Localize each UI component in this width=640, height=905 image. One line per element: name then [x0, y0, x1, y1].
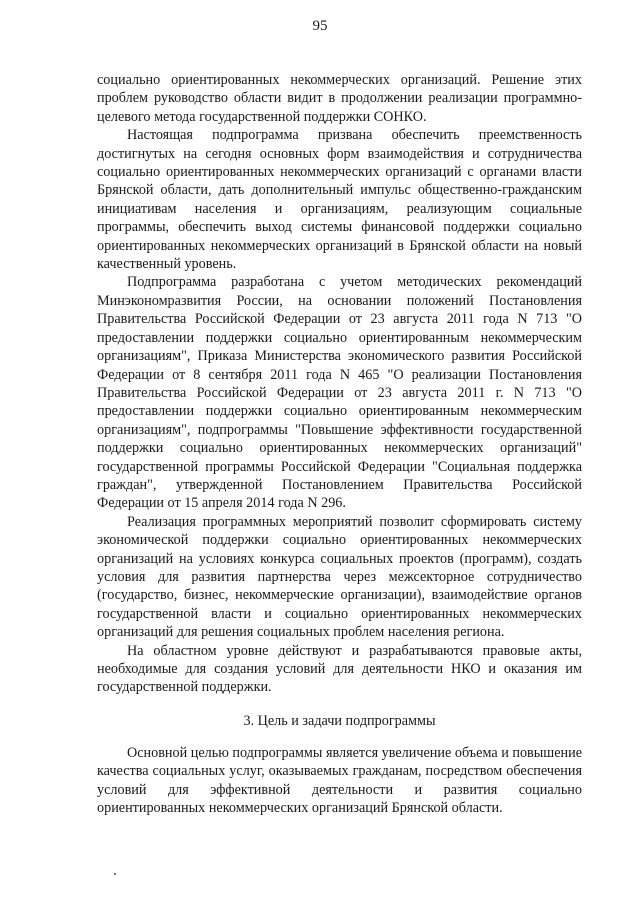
section-heading: 3. Цель и задачи подпрограммы	[243, 713, 436, 729]
body-text	[97, 71, 582, 697]
scan-speck	[114, 873, 116, 875]
paragraph-continuation: социально ориентированных некоммерческих организаций. Решение этих проблем руководство области видит в продолжении реализации программно-целевого метода государственной поддержки СОНКО.	[97, 72, 582, 125]
paragraph-regional-acts: На областном уровне действуют и разрабатываются правовые акты, необходимые для создания условий для деятельности НКО и оказания им государственной поддержки.	[97, 642, 582, 696]
section-body-text	[97, 744, 582, 818]
paragraph-goal: Основной целью подпрограммы является увеличение объема и повышение качества социальных услуг, оказываемых гражданам, посредством обеспечения условий для эффективной деятельности и развития социально ориентированных некоммерческих организаций Брянской области.	[97, 745, 582, 817]
paragraph-legal-basis: Подпрограмма разработана с учетом методических рекомендаций Минэкономразвития России, на основании положений Постановления Правительства Российской Федерации от 23 августа 2011 года N 713 "О предоставлении поддержки социально ориентированным некоммерческим организациям", Приказа Министерства экономического развития Российской Федерации от 8 сентября 2011 года N 465 "О реализации Постановления Правительства Российской Федерации от 23 августа 2011 г. N 713 "О предоставлении поддержки социально ориентированным некоммерческим организациям", подпрограммы "Повышение эффективности государственной поддержки социально ориентированных некоммерческих организаций" государственной программы Российской Федерации "Социальная поддержка граждан", утвержденной Постановлением Правительства Российской Федерации от 15 апреля 2014 года N 296.	[97, 274, 582, 512]
paragraph-implementation: Реализация программных мероприятий позволит сформировать систему экономической поддержки социально ориентированных некоммерческих организаций на условиях конкурса социальных проектов (программ), создать условия для развития партнерства через межсекторное сотрудничество (государство, бизнес, некоммерческие организации), взаимодействие органов государственной власти и социально ориентированных некоммерческих организаций для решения социальных проблем населения региона.	[97, 513, 582, 641]
page-number: 95	[312, 18, 328, 34]
paragraph-continuity: Настоящая подпрограмма призвана обеспечить преемственность достигнутых на сегодня основных форм взаимодействия и сотрудничества социально ориентированных некоммерческих организаций с органами власти Брянской области, дать дополнительный импульс общественно-гражданским инициативам населения и организациям, реализующим социальные программы, обеспечить выход системы финансовой поддержки социально ориентированных некоммерческих организаций в Брянской области на новый качественный уровень.	[97, 127, 582, 273]
